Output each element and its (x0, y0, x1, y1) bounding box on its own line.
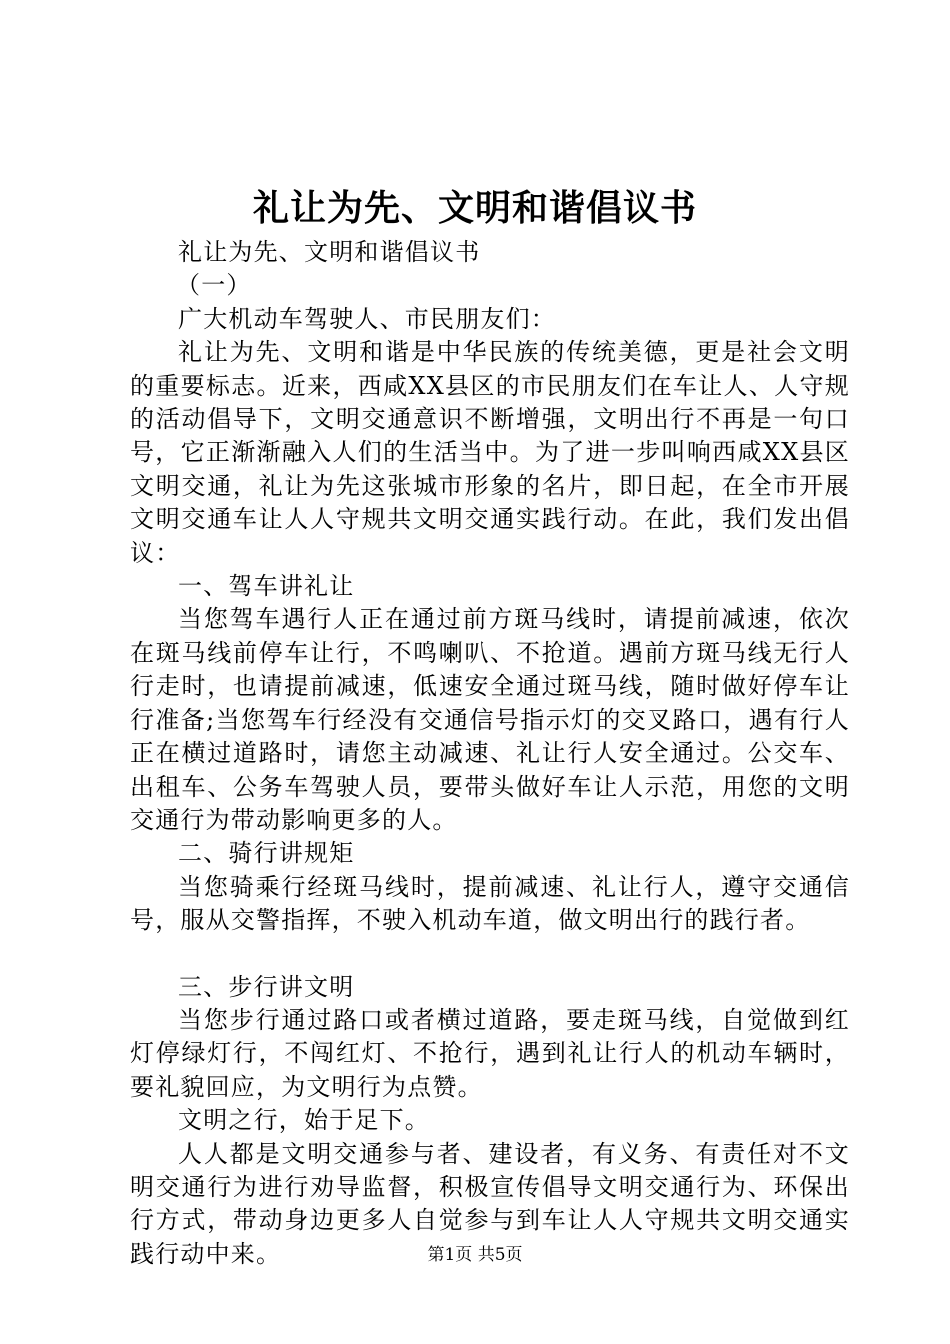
paragraph-driving: 当您驾车遇行人正在通过前方斑马线时，请提前减速，依次在斑马线前停车让行，不鸣喇叭、不抢道。遇前方斑马线无行人行走时，也请提前减速，低速安全通过斑马线，随时做好停车让行准备;当您驾车行经没有交通信号指示灯的交叉路口，遇有行人正在横过道路时，请您主动减速、礼让行人安全通过。公交车、出租车、公务车驾驶人员，要带头做好车让人示范，用您的文明交通行为带动影响更多的人。 (130, 605, 850, 834)
motto-line: 文明之行，始于足下。 (178, 1106, 430, 1135)
document-title: 礼让为先、文明和谐倡议书 (252, 187, 697, 229)
closing-paragraph: 人人都是文明交通参与者、建设者，有义务、有责任对不文明交通行为进行劝导监督，积极宣传倡导文明交通行为、环保出行方式，带动身边更多人自觉参与到车让人人守规共文明交通实践行动中来。 (130, 1139, 850, 1268)
heading-driving: 一、驾车讲礼让 (178, 572, 355, 601)
heading-riding: 二、骑行讲规矩 (178, 839, 355, 868)
document-body (130, 236, 850, 1271)
paragraph-riding: 当您骑乘行经斑马线时，提前减速、礼让行人，遵守交通信号，服从交警指挥，不驶入机动车道，做文明出行的践行者。 (130, 872, 850, 935)
subtitle-line: 礼让为先、文明和谐倡议书 (178, 238, 481, 266)
paragraph-spacer (130, 938, 850, 971)
section-mark: （一） (176, 271, 252, 300)
paragraph-walking: 当您步行通过路口或者横过道路，要走斑马线，自觉做到红灯停绿灯行，不闯红灯、不抢行，遇到礼让行人的机动车辆时，要礼貌回应，为文明行为点赞。 (130, 1005, 850, 1101)
heading-walking: 三、步行讲文明 (178, 972, 355, 1001)
intro-paragraph: 礼让为先、文明和谐是中华民族的传统美德，更是社会文明的重要标志。近来，西咸XX县区的市民朋友们在车让人、人守规的活动倡导下，文明交通意识不断增强，文明出行不再是一句口号，它正渐渐融入人们的生活当中。为了进一步叫响西咸XX县区文明交通，礼让为先这张城市形象的名片，即日起，在全市开展文明交通车让人人守规共文明交通实践行动。在此，我们发出倡议： (130, 338, 850, 567)
page-footer: 第1页 共5页 (427, 1245, 523, 1265)
salutation: 广大机动车驾驶人、市民朋友们： (178, 304, 556, 333)
